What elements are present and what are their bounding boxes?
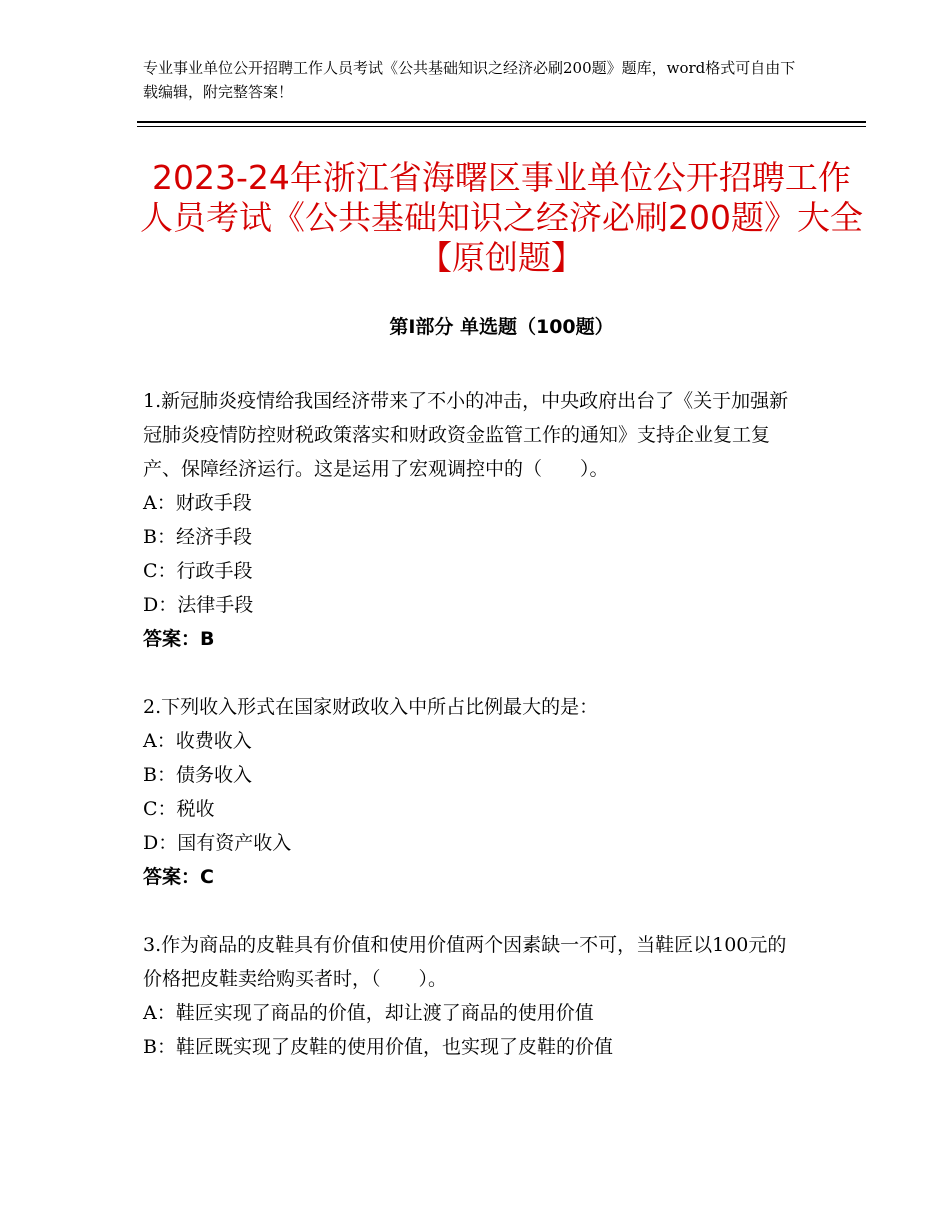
question-answer: 答案：B bbox=[143, 628, 215, 650]
question-stem: 2.下列收入形式在国家财政收入中所占比例最大的是： bbox=[143, 696, 599, 718]
question-item bbox=[143, 928, 803, 1064]
question-list bbox=[143, 384, 803, 1098]
header-divider-thick bbox=[137, 121, 866, 123]
question-option: C：行政手段 bbox=[143, 560, 253, 582]
question-option: B：债务收入 bbox=[143, 764, 252, 786]
question-option: B：经济手段 bbox=[143, 526, 252, 548]
question-option: A：收费收入 bbox=[143, 730, 252, 752]
question-answer: 答案：C bbox=[143, 866, 214, 888]
question-option: C：税收 bbox=[143, 798, 215, 820]
question-item bbox=[143, 690, 803, 894]
question-option: A：鞋匠实现了商品的价值，却让渡了商品的使用价值 bbox=[143, 1002, 594, 1024]
question-item bbox=[143, 384, 803, 656]
header-note: 专业事业单位公开招聘工作人员考试《公共基础知识之经济必刷200题》题库，word格式可自由下载编辑，附完整答案！ bbox=[143, 59, 796, 101]
question-stem: 1.新冠肺炎疫情给我国经济带来了不小的冲击，中央政府出台了《关于加强新冠肺炎疫情防控财税政策落实和财政资金监管工作的通知》支持企业复工复产、保障经济运行。这是运用了宏观调控中的（ ）。 bbox=[143, 390, 789, 480]
question-option: B：鞋匠既实现了皮鞋的使用价值，也实现了皮鞋的价值 bbox=[143, 1036, 613, 1058]
question-option: A：财政手段 bbox=[143, 492, 252, 514]
header-divider-thin bbox=[137, 126, 866, 127]
question-stem: 3.作为商品的皮鞋具有价值和使用价值两个因素缺一不可，当鞋匠以100元的价格把皮鞋卖给购买者时，（ ）。 bbox=[143, 934, 787, 990]
document-title: 2023-24年浙江省海曙区事业单位公开招聘工作人员考试《公共基础知识之经济必刷200题》大全【原创题】 bbox=[140, 158, 863, 277]
section-heading: 第Ⅰ部分 单选题（100题） bbox=[389, 316, 614, 338]
question-option: D：国有资产收入 bbox=[143, 832, 292, 854]
question-option: D：法律手段 bbox=[143, 594, 254, 616]
